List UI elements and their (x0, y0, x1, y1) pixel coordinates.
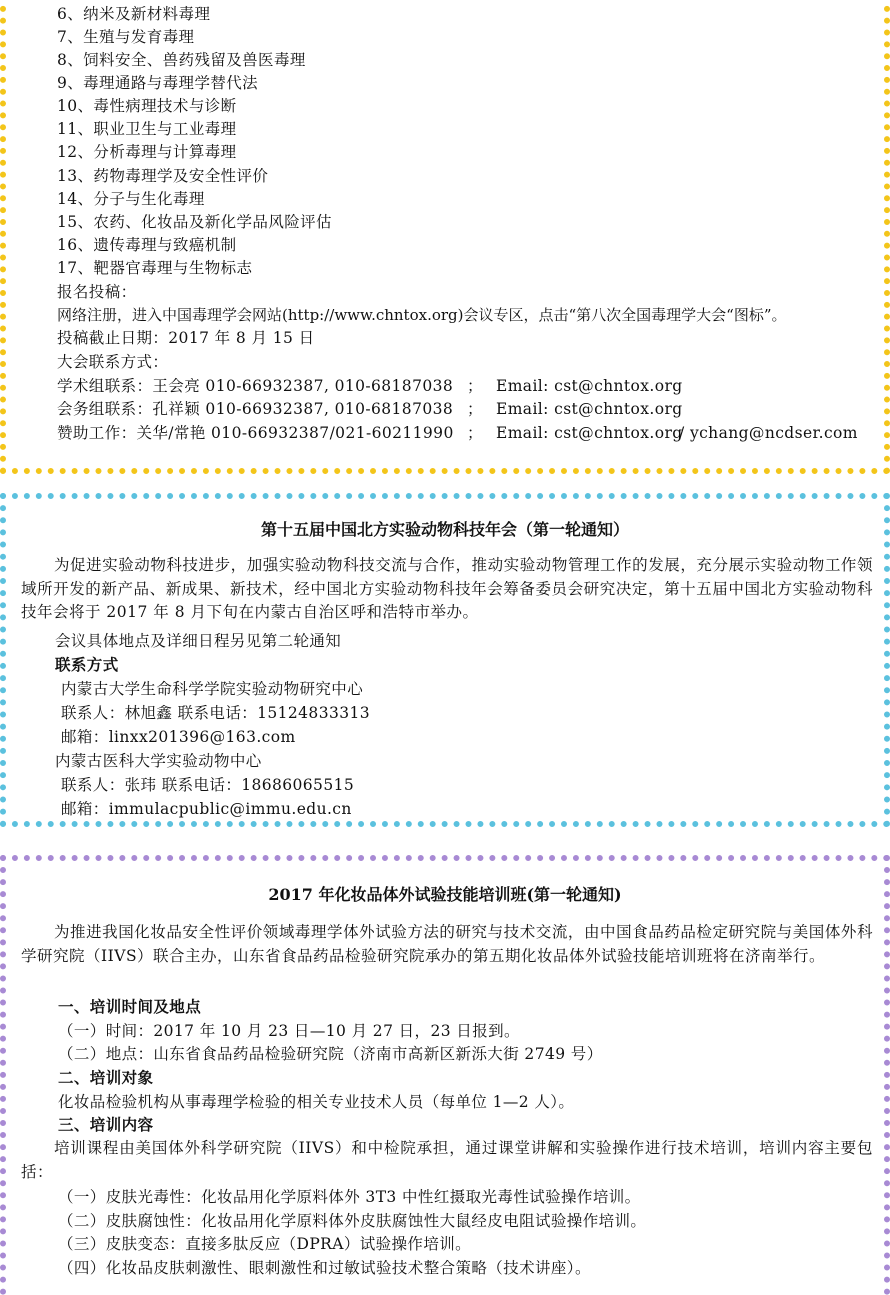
org-name: 内蒙古医科大学实验动物中心 (55, 752, 262, 770)
contact-person: 联系人：林旭鑫 联系电话：15124833313 (61, 704, 371, 722)
heading-target: 二、培训对象 (58, 1068, 154, 1087)
topic-item: 13、药物毒理学及安全性评价 (57, 167, 269, 185)
lab-animal-conference-section (0, 493, 890, 827)
cosmetics-training-section (0, 855, 890, 1295)
contact-email: 邮箱：linxx201396@163.com (61, 728, 296, 746)
org-name: 内蒙古大学生命科学学院实验动物研究中心 (61, 680, 364, 698)
topic-item: 17、靶器官毒理与生物标志 (57, 259, 253, 277)
heading-time-place: 一、培训时间及地点 (58, 997, 202, 1016)
deadline-text: 投稿截止日期：2017 年 8 月 15 日 (57, 329, 315, 347)
intro-paragraph: 为促进实验动物科技进步，加强实验动物科技交流与合作，推动实验动物管理工作的发展，充分展示实验动物工作领域所开发的新产品、新成果、新技术，经中国北方实验动物科技年会筹备委员会研究决定，第十五届中国北方实验动物科技年会将于 2017 年 8 月下旬在内蒙古自治区呼和浩特市举办。 (21, 556, 873, 622)
contact-email: 邮箱：immulacpublic@immu.edu.cn (61, 800, 352, 818)
training-time: （一）时间：2017 年 10 月 23 日—10 月 27 日，23 日报到。 (58, 1022, 520, 1040)
contact-academic: 学术组联系：王会亮 010-66932387, 010-68187038 ； Email: cst@chntox.org (57, 377, 683, 395)
training-place: （二）地点：山东省食品药品检验研究院（济南市高新区新泺大街 2749 号） (58, 1045, 603, 1063)
topic-item: 14、分子与生化毒理 (57, 190, 205, 208)
intro-paragraph: 为推进我国化妆品安全性评价领域毒理学体外试验方法的研究与技术交流，由中国食品药品检定研究院与美国体外科学研究院（IIVS）联合主办，山东省食品药品检验研究院承办的第五期化妆品体外试验技能培训班将在济南举行。 (21, 923, 873, 965)
contact-heading: 大会联系方式： (57, 353, 169, 371)
topic-item: 9、毒理通路与毒理学替代法 (57, 74, 259, 92)
registration-text: 网络注册，进入中国毒理学会网站(http://www.chntox.org)会议专区，点击“第八次全国毒理学大会“图标”。 (57, 306, 787, 324)
training-target: 化妆品检验机构从事毒理学检验的相关专业技术人员（每单位 1—2 人）。 (58, 1093, 575, 1111)
section-title: 第十五届中国北方实验动物科技年会（第一轮通知） (260, 520, 629, 539)
submission-heading: 报名投稿： (57, 283, 137, 301)
contact-person: 联系人：张玮 联系电话：18686065515 (61, 776, 355, 794)
topic-item: 11、职业卫生与工业毒理 (57, 120, 237, 138)
content-intro: 培训课程由美国体外科学研究院（IIVS）和中检院承担，通过课堂讲解和实验操作进行技术培训，培训内容主要包括： (21, 1139, 873, 1181)
section-title: 2017 年化妆品体外试验技能培训班(第一轮通知) (268, 885, 622, 904)
topic-item: 7、生殖与发育毒理 (57, 28, 195, 46)
topic-item: 16、遗传毒理与致癌机制 (57, 236, 237, 254)
topic-item: 8、饲料安全、兽药残留及兽医毒理 (57, 51, 306, 69)
contact-sponsor: 赞助工作：关华/常艳 010-66932387/021-60211990 ； Email: cst@chntox.org/ ychang@ncdser.com (57, 424, 858, 442)
topic-item: 10、毒性病理技术与诊断 (57, 97, 237, 115)
schedule-note: 会议具体地点及详细日程另见第二轮通知 (55, 632, 342, 650)
course-item: （二）皮肤腐蚀性：化妆品用化学原料体外皮肤腐蚀性大鼠经皮电阻试验操作培训。 (58, 1212, 647, 1230)
contact-heading: 联系方式 (55, 655, 119, 674)
topic-item: 12、分析毒理与计算毒理 (57, 143, 237, 161)
topic-item: 15、农药、化妆品及新化学品风险评估 (57, 213, 332, 231)
toxicology-congress-section (0, 0, 890, 474)
course-item: （三）皮肤变态：直接多肽反应（DPRA）试验操作培训。 (58, 1235, 472, 1253)
course-item: （四）化妆品皮肤刺激性、眼刺激性和过敏试验技术整合策略（技术讲座）。 (58, 1259, 591, 1277)
heading-content: 三、培训内容 (58, 1115, 154, 1134)
course-item: （一）皮肤光毒性：化妆品用化学原料体外 3T3 中性红摄取光毒性试验操作培训。 (58, 1188, 641, 1206)
contact-logistics: 会务组联系：孔祥颖 010-66932387, 010-68187038 ； Email: cst@chntox.org (57, 400, 683, 418)
topic-item: 6、纳米及新材料毒理 (57, 5, 211, 23)
